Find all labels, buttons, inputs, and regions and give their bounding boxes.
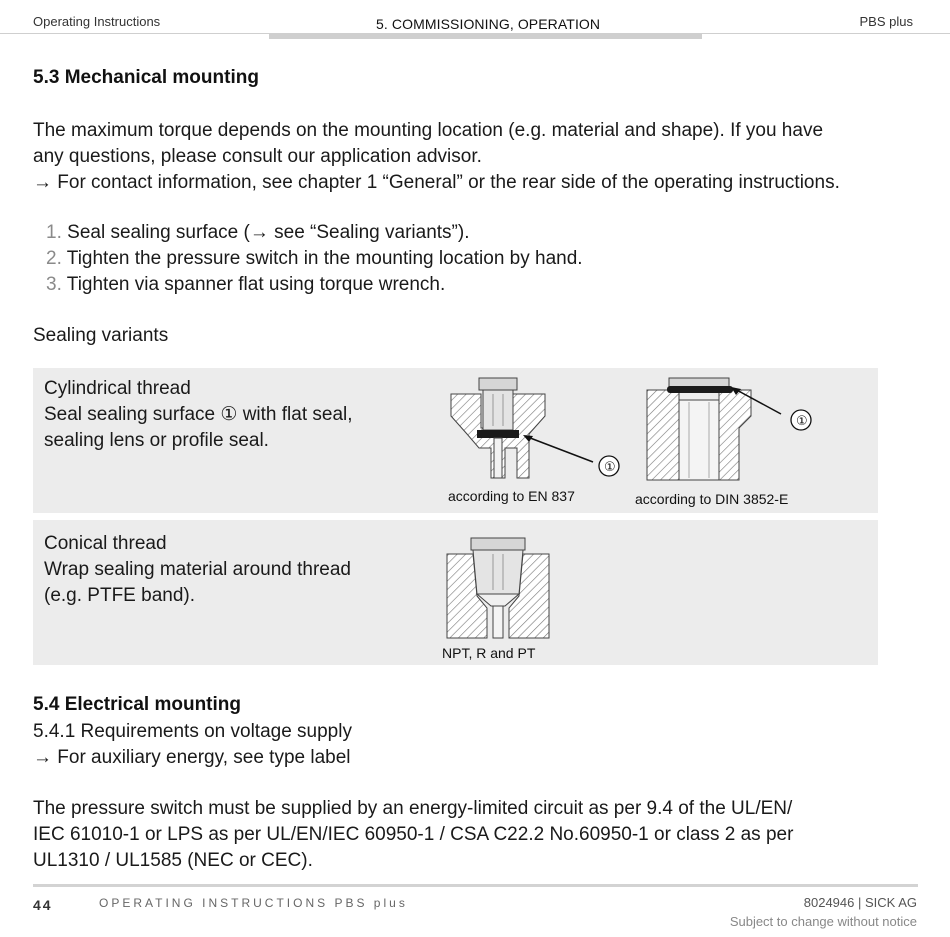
step-text: Tighten via spanner flat using torque wrench.: [66, 274, 446, 295]
panel-description-line: Seal sealing surface ① with flat seal,: [44, 404, 353, 425]
caption-npt: NPT, R and PT: [442, 645, 536, 661]
section-heading-electrical-mounting: 5.4 Electrical mounting: [33, 694, 241, 715]
panel-text: [44, 376, 353, 454]
paragraph-line: UL1310 / UL1585 (NEC or CEC).: [33, 850, 313, 871]
paragraph-supply: [33, 796, 793, 874]
panel-description-line: (e.g. PTFE band).: [44, 585, 196, 606]
step-text: Tighten the pressure switch in the mounting location by hand.: [66, 248, 583, 269]
caption-en837: according to EN 837: [448, 488, 575, 504]
step-number: 2.: [46, 248, 62, 269]
panel-cylindrical-thread: [33, 368, 878, 513]
step-number: 1.: [46, 222, 62, 243]
marker-one: ①: [604, 460, 616, 475]
cross-reference-auxiliary-energy: → For auxiliary energy, see type label: [33, 747, 351, 768]
header-chapter-title: 5. COMMISSIONING, OPERATION: [376, 16, 601, 32]
npt-fitting-drawing: [447, 538, 549, 638]
mounting-steps-list: [46, 220, 583, 298]
sealing-diagram-cylindrical: [433, 376, 808, 488]
page-number: 44: [33, 897, 53, 913]
footer-disclaimer: Subject to change without notice: [729, 914, 917, 929]
header-product-name: PBS plus: [859, 14, 913, 29]
footer-rule: [33, 884, 918, 887]
list-item: [46, 220, 583, 246]
footer-doc-info: 8024946 | SICK AG: [803, 895, 917, 910]
step-text: Seal sealing surface (→ see “Sealing variants”).: [67, 222, 470, 243]
sealing-diagram-conical: [443, 534, 553, 640]
paragraph-line: any questions, please consult our application advisor.: [33, 146, 482, 167]
panel-title: Conical thread: [44, 533, 167, 554]
panel-text: [44, 531, 351, 609]
caption-din3852: according to DIN 3852-E: [635, 491, 789, 507]
paragraph-line: The pressure switch must be supplied by an energy-limited circuit as per 9.4 of the UL/EN/: [33, 798, 793, 819]
footer-doc-title: OPERATING INSTRUCTIONS PBS plus: [99, 896, 408, 910]
panel-description-line: Wrap sealing material around thread: [44, 559, 351, 580]
din3852-fitting-drawing: [647, 378, 811, 480]
section-heading-mechanical-mounting: 5.3 Mechanical mounting: [33, 67, 259, 88]
sealing-variants-title: Sealing variants: [33, 325, 169, 346]
electrical-requirements: [33, 719, 352, 771]
paragraph-line: IEC 61010-1 or LPS as per UL/EN/IEC 60950-1 / CSA C22.2 No.60950-1 or class 2 as per: [33, 824, 794, 845]
paragraph-line: The maximum torque depends on the mounting location (e.g. material and shape). If you have: [33, 120, 824, 141]
header-doc-type: Operating Instructions: [33, 14, 161, 29]
en837-fitting-drawing: [451, 378, 619, 478]
header-chapter-bar: [269, 33, 702, 39]
list-item: [46, 246, 583, 272]
panel-title: Cylindrical thread: [44, 378, 191, 399]
panel-description-line: sealing lens or profile seal.: [44, 430, 269, 451]
paragraph-torque: [33, 118, 840, 196]
panel-conical-thread: [33, 520, 878, 665]
subsection-heading: 5.4.1 Requirements on voltage supply: [33, 721, 352, 742]
cross-reference-contact: → For contact information, see chapter 1 “General” or the rear side of the operating instructions.: [33, 172, 840, 193]
marker-one: ①: [796, 414, 808, 429]
step-number: 3.: [46, 274, 62, 295]
list-item: [46, 272, 583, 298]
